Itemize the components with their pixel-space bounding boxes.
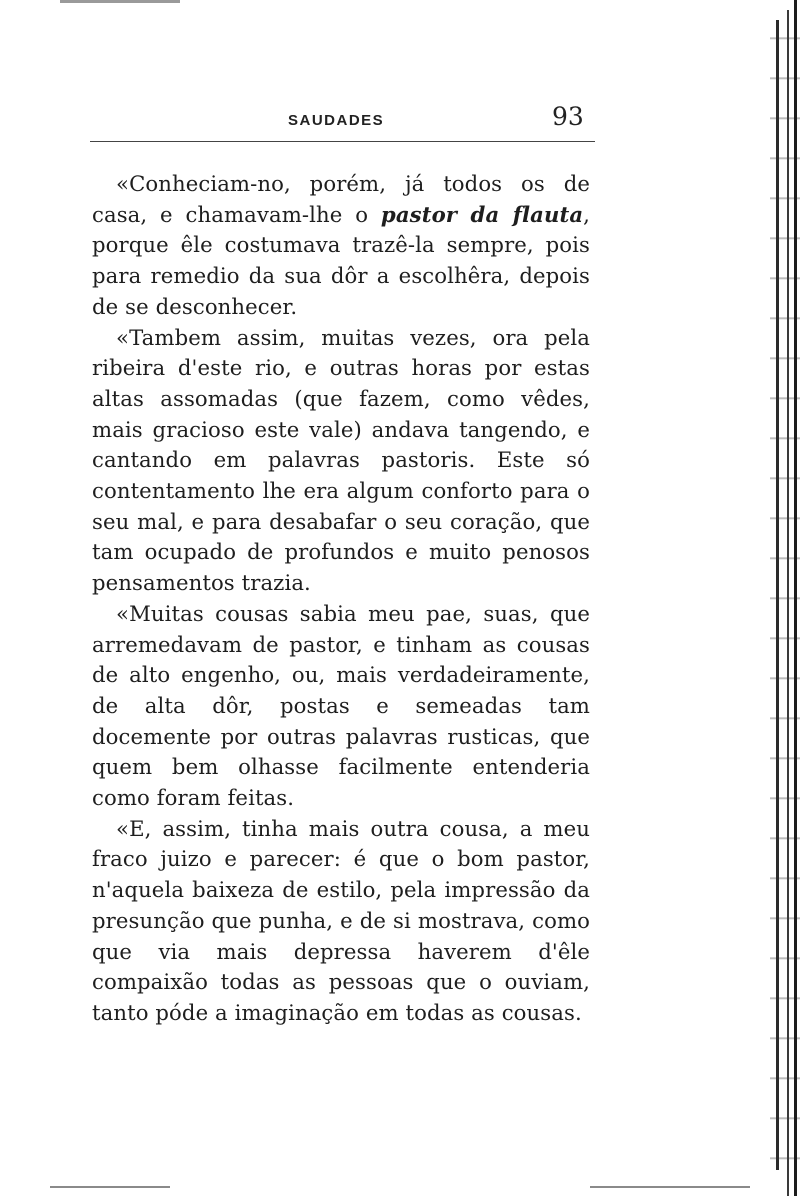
scan-edge-line bbox=[794, 0, 797, 1196]
scan-artifact-bottom bbox=[590, 1186, 750, 1188]
header-rule bbox=[90, 141, 595, 142]
scan-artifact-bottom bbox=[50, 1186, 170, 1188]
scan-artifact-top bbox=[60, 0, 180, 3]
running-head-title: SAUDADES bbox=[288, 112, 385, 129]
paragraph-4: «E, assim, tinha mais outra cousa, a meu fraco juizo e parecer: é que o bom pastor, n'aquela baixeza de estilo, pela impressão da presunção que punha, e de si mostrava, como que via mais depressa haverem d'êle compaixão todas as pessoas que o ouviam, tanto póde a imaginação em todas as cousas. bbox=[92, 815, 590, 1025]
paragraph-2: «Tambem assim, muitas vezes, ora pela ribeira d'este rio, e outras horas por estas altas assomadas (que fazem, como vêdes, mais gracioso este vale) andava tangendo, e cantando em palavras pastoris. Este só contentamento lhe era algum conforto para o seu mal, e para desabafar o seu coração, que tam ocupado de profundos e muito penosos pensamentos trazia. bbox=[92, 324, 590, 596]
body-text bbox=[92, 169, 590, 1029]
paragraph-3: «Muitas cousas sabia meu pae, suas, que arremedavam de pastor, e tinham as cousas de alto engenho, ou, mais verdadeiramente, de alta dôr, postas e semeadas tam docemente por outras palavras rusticas, que quem bem olhasse facilmente entenderia como foram feitas. bbox=[92, 600, 590, 811]
paragraph-1-after: , porque êle costumava trazê-la sempre, pois para remedio da sua dôr a escolhêra, depois de se desconhecer. bbox=[92, 201, 591, 319]
paragraph-1 bbox=[92, 169, 590, 323]
scan-edge-line bbox=[787, 10, 789, 1196]
page-number: 93 bbox=[552, 102, 584, 131]
paragraph-1-before: «Conheciam-no, porém, já todos os de casa, e chamavam-lhe o bbox=[92, 171, 590, 227]
scan-edge-line bbox=[776, 20, 779, 1170]
italic-phrase: pastor da flauta bbox=[380, 201, 584, 227]
running-head bbox=[90, 100, 600, 142]
